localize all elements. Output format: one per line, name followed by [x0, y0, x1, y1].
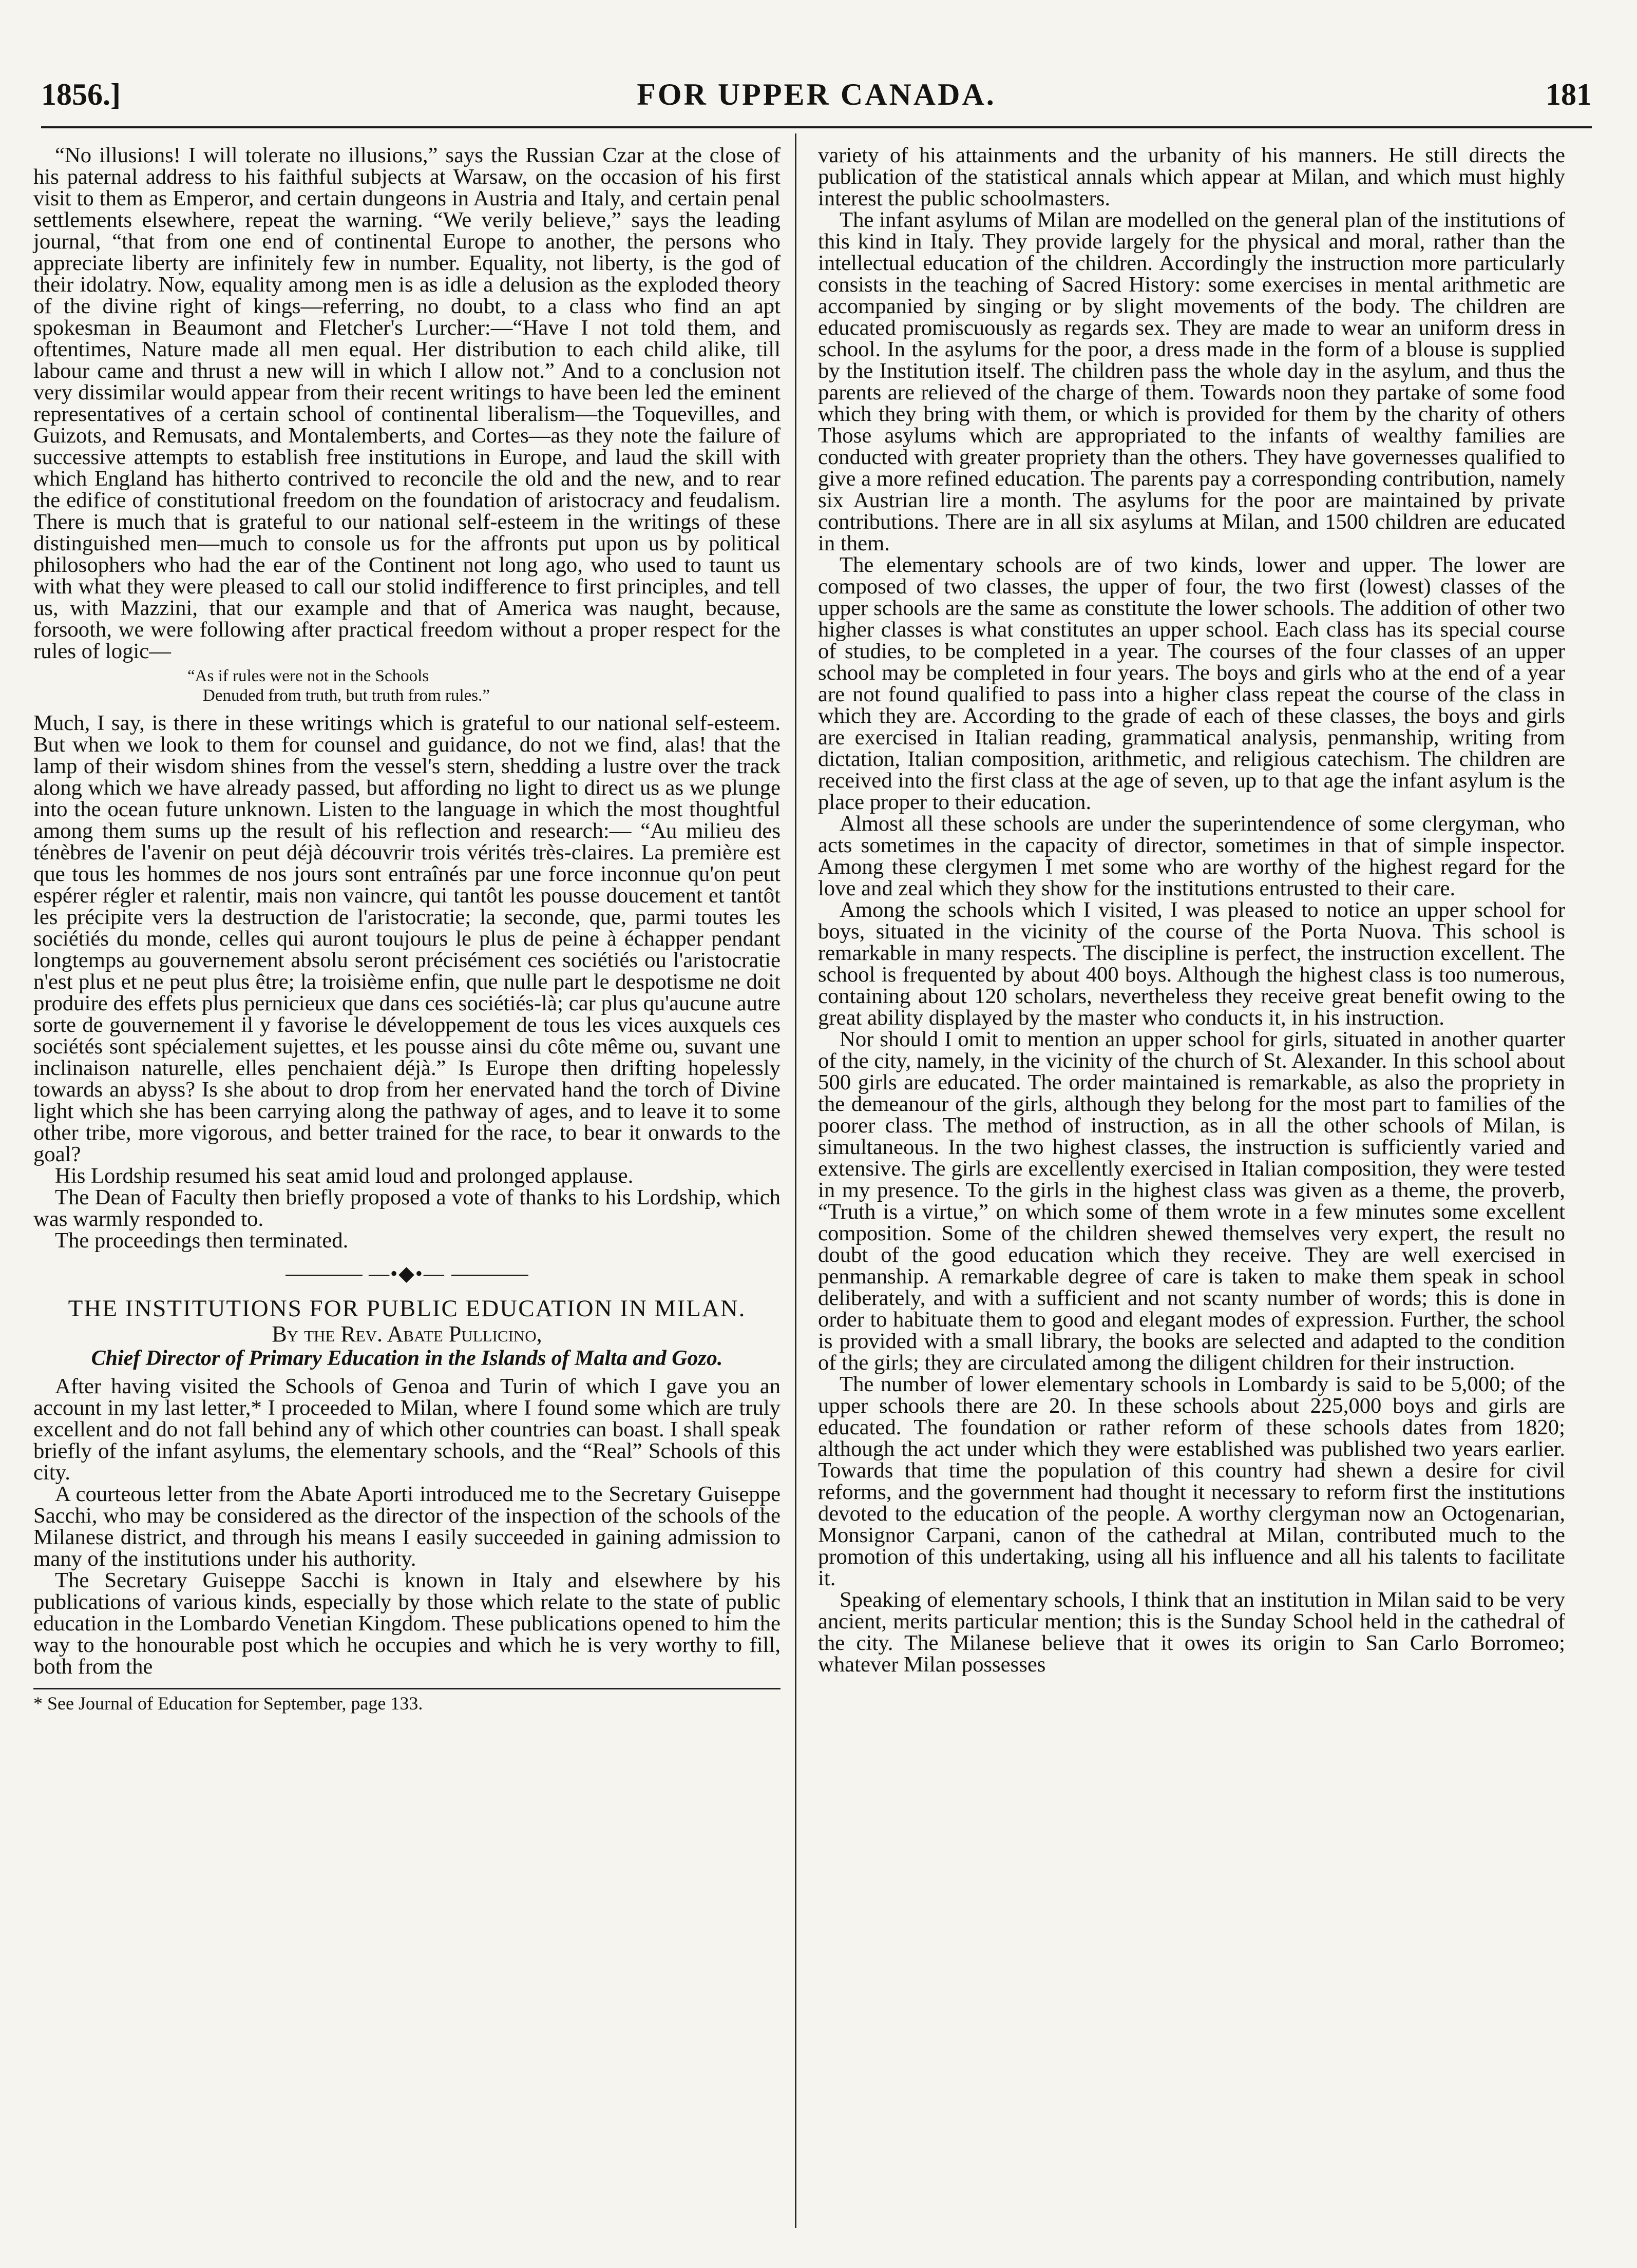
- footnote: * See Journal of Education for September, page 133.: [33, 1693, 423, 1714]
- article-title: THE INSTITUTIONS FOR PUBLIC EDUCATION IN MILAN.: [68, 1295, 746, 1322]
- paragraph-infant-asylums: The infant asylums of Milan are modelled on the general plan of the institutions of this kind in Italy. They provide largely for the physical and moral, rather than the intellectual education of the children. Accordingly the instruction more particularly consists in the teaching of Sacred History: some exercises in mental arithmetic are accompanied by singing or by slight movements of the body. The children are educated promiscuously as regards sex. They are made to wear an uniform dress in school. In the asylums for the poor, a dress made in the form of a blouse is supplied by the Institution itself. The children pass the whole day in the asylum, and thus the parents are relieved of the charge of them. Towards noon they partake of some food which they bring with them, or which is provided for them by the charity of others Those asylums which are appropriated to the infants of wealthy families are conducted with greater propriety than the others. They have governesses qualified to give a more refined education. The parents pay a corresponding contribution, namely six Austrian lire a month. The asylums for the poor are maintained by private contributions. There are in all six asylums at Milan, and 1500 children are educated in them.: [818, 208, 1565, 555]
- paragraph-courteous-letter: A courteous letter from the Abate Aporti introduced me to the Secretary Guiseppe Sacchi, who may be considered as the director of the inspection of the schools of the Milanese district, and through his means I easily succeeded in gaining admission to many of the institutions under his authority.: [33, 1482, 781, 1571]
- page-header: [41, 77, 1592, 118]
- column-divider: [795, 133, 796, 2228]
- paragraph-attainments: variety of his attainments and the urbanity of his manners. He still directs the publication of the statistical annals which appear at Milan, and which must highly interest the public schoolmasters.: [818, 143, 1565, 210]
- paragraph-elementary-schools: The elementary schools are of two kinds, lower and upper. The lower are composed of two classes, the upper of four, the two first (lowest) classes of the upper schools are the same as constitute the lower schools. The addition of other two higher classes is what constitutes an upper school. Each class has its special course of studies, to be completed in a year. The courses of the four classes of an upper school may be completed in four years. The boys and girls who at the end of a year are not found qualified to pass into a higher class repeat the course of the class in which they are. According to the grade of each of these classes, the boys and girls are exercised in Italian reading, grammatical analysis, penmanship, writing from dictation, Italian composition, arithmetic, and religious catechism. The children are received into the first class at the age of seven, up to that age the infant asylum is the place proper to their education.: [818, 553, 1565, 814]
- page-number: 181: [1546, 78, 1592, 111]
- quote-line-1: “As if rules were not in the Schools: [187, 667, 429, 685]
- paragraph-applause: His Lordship resumed his seat amid loud and prolonged applause.: [55, 1164, 634, 1188]
- ornament-bar-right: [451, 1275, 528, 1276]
- author-affiliation: Chief Director of Primary Education in the Islands of Malta and Gozo.: [91, 1347, 723, 1370]
- paragraph-superintendence: Almost all these schools are under the superintendence of some clergyman, who acts sometimes in the capacity of director, sometimes in that of simple inspector. Among these clergymen I met some who are worthy of the highest regard for the love and zeal which they show for the institutions entrusted to their care.: [818, 812, 1565, 900]
- left-column: [33, 145, 781, 1714]
- paragraph-no-illusions: “No illusions! I will tolerate no illusions,” says the Russian Czar at the close of his paternal address to his faithful subjects at Warsaw, on the occasion of his first visit to them as Emperor, and certain dungeons in Austria and Italy, and certain penal settlements elsewhere, repeat the warning. “We verily believe,” says the leading journal, “that from one end of continental Europe to another, the persons who appreciate liberty are infinitely few in number. Equality, not liberty, is the god of their idolatry. Now, equality among men is as idle a delusion as the exploded theory of the divine right of kings—referring, no doubt, to a class who find an apt spokesman in Beaumont and Fletcher's Lurcher:—“Have I not told them, and oftentimes, Nature made all men equal. Her distribution to each child alike, till labour came and thrust a new will in which I allow not.” And to a conclusion not very dissimilar would appear from their recent writings to have been led the eminent representatives of a certain school of continental liberalism—the Toquevilles, and Guizots, and Remusats, and Montalemberts, and Cortes—as they note the failure of successive attempts to establish free institutions in Europe, and laud the skill with which England has hitherto contrived to reconcile the old and the new, and to rear the edifice of constitutional freedom on the foundation of aristocracy and feudalism. There is much that is grateful to our national self-esteem in the writings of these distinguished men—much to console us for the affronts put upon us by political philosophers who had the ear of the Continent not long ago, who used to taunt us with what they were pleased to call our stolid indifference to first principles, and tell us, with Mazzini, that our example and that of America was naught, because, forsooth, we were following after practical freedom without a proper respect for the rules of logic—: [33, 143, 781, 663]
- paragraph-genoa-turin: After having visited the Schools of Genoa and Turin of which I gave you an account in my last letter,* I proceeded to Milan, where I found some which are truly excellent and do not fall behind any of which other countries can boast. I shall speak briefly of the infant asylums, the elementary schools, and the “Real” Schools of this city.: [33, 1374, 781, 1485]
- ornament-bar-left: [285, 1275, 363, 1276]
- verse-quote: [187, 666, 781, 705]
- paragraph-self-esteem: Much, I say, is there in these writings which is grateful to our national self-esteem. But when we look to them for counsel and guidance, do not we find, alas! that the lamp of their wisdom shines from the vessel's stern, shedding a lustre over the track along which we have already passed, but affording no light to direct us as we plunge into the ocean future unknown. Listen to the language in which the most thoughtful among them sums up the result of his reflection and research:— “Au milieu des ténèbres de l'avenir on peut déjà découvrir trois vérités très-claires. La première est que tous les hommes de nos jours sont entraînés par une force inconnue qu'on peut espérer régler et ralentir, mais non vaincre, qui tantôt les pousse doucement et tantôt les précipite vers la destruction de l'aristocratie; la seconde, que, parmi toutes les sociétiés du monde, celles qui auront toujours le plus de peine à échapper pendant longtemps au gouvernement absolu seront précisément ces sociétiés ou l'aristocratie n'est plus et ne peut plus être; la troisième enfin, que nulle part le despotisme ne doit produire des effets plus pernicieux que dans ces sociétiés-là; car plus qu'aucune autre sorte de gouvernement il y favorise le développement de tous les vices auxquels ces sociétés sont spécialement sujettes, et les pousse ainsi du côte même ou, suvant une inclinaison naturelle, elles penchaient déjà.” Is Europe then drifting hopelessly towards an abyss? Is she about to drop from her enervated hand the torch of Divine light which she has been carrying along the pathway of ages, and to leave it to some other tribe, more vigorous, and better trained for the race, to bear it onwards to the goal?: [33, 711, 781, 1166]
- header-year: 1856.]: [41, 78, 121, 111]
- paragraph-secretary-sacchi: The Secretary Guiseppe Sacchi is known in Italy and elsewhere by his publications of various kinds, especially by those which relate to the state of public education in the Lombardo Venetian Kingdom. These publications opened to him the way to the honourable post which he occupies and which he is very worthy to fill, both from the: [33, 1568, 781, 1679]
- paragraph-terminated: The proceedings then terminated.: [55, 1228, 349, 1253]
- paragraph-school-for-boys: Among the schools which I visited, I was pleased to notice an upper school for boys, situated in the vicinity of the course of the Porta Nuova. This school is remarkable in many respects. The discipline is perfect, the instruction excellent. The school is frequented by about 400 boys. Although the highest class is too numerous, containing about 120 scholars, nevertheless they receive great benefit owing to the great ability displayed by the master who conducts it, in his instruction.: [818, 898, 1565, 1030]
- quote-line-2: Denuded from truth, but truth from rules.”: [203, 686, 490, 705]
- paragraph-lombardy-numbers: The number of lower elementary schools in Lombardy is said to be 5,000; of the upper schools there are 20. In these schools about 225,000 boys and girls are educated. The foundation or rather reform of these schools dates from 1820; although the act under which they were established was published two years earlier. Towards that time the population of this country had shewn a desire for civil reforms, and the government had thought it necessary to reform first the institutions devoted to the education of the people. A worthy clergyman now an Octogenarian, Monsignor Carpani, canon of the cathedral at Milan, contributed much to the promotion of this undertaking, using all his influence and all his talents to facilitate it.: [818, 1372, 1565, 1590]
- ornament-glyph: —•◆•—: [369, 1262, 445, 1285]
- paragraph-sunday-school: Speaking of elementary schools, I think that an institution in Milan said to be very ancient, merits particular mention; this is the Sunday School held in the cathedral of the city. The Milanese believe that it owes its origin to San Carlo Borromeo; whatever Milan possesses: [818, 1588, 1565, 1677]
- article-byline: By the Rev. Abate Pullicino,: [272, 1321, 542, 1347]
- section-ornament: [33, 1263, 781, 1284]
- header-rule: [41, 126, 1592, 128]
- running-title: FOR UPPER CANADA.: [637, 78, 996, 111]
- paragraph-school-for-girls: Nor should I omit to mention an upper school for girls, situated in another quarter of the city, namely, in the vicinity of the church of St. Alexander. In this school about 500 girls are educated. The order maintained is remarkable, as also the propriety in the demeanour of the girls, although they belong for the most part to families of the poorer class. The method of instruction, as in all the other schools of Milan, is simultaneous. In the two highest classes, the instruction is sufficiently varied and extensive. The girls are excellently exercised in Italian composition, they were tested in my presence. To the girls in the highest class was given as a theme, the proverb, “Truth is a virtue,” on which some of them wrote in a few minutes some excellent composition. Some of the children shewed themselves very expert, the result no doubt of the good education which they receive. They are well exercised in penmanship. A remarkable degree of care is taken to make them speak in school deliberately, and with a sufficient and not scanty number of words; this is done in order to habituate them to good and elegant modes of expression. Further, the school is provided with a small library, the books are selected and adapted to the condition of the girls; they are circulated among the diligent children for their instruction.: [818, 1027, 1565, 1375]
- paragraph-vote-of-thanks: The Dean of Faculty then briefly proposed a vote of thanks to his Lordship, which was warmly responded to.: [33, 1185, 781, 1231]
- right-column: [818, 145, 1565, 1676]
- footnote-rule: [33, 1688, 781, 1689]
